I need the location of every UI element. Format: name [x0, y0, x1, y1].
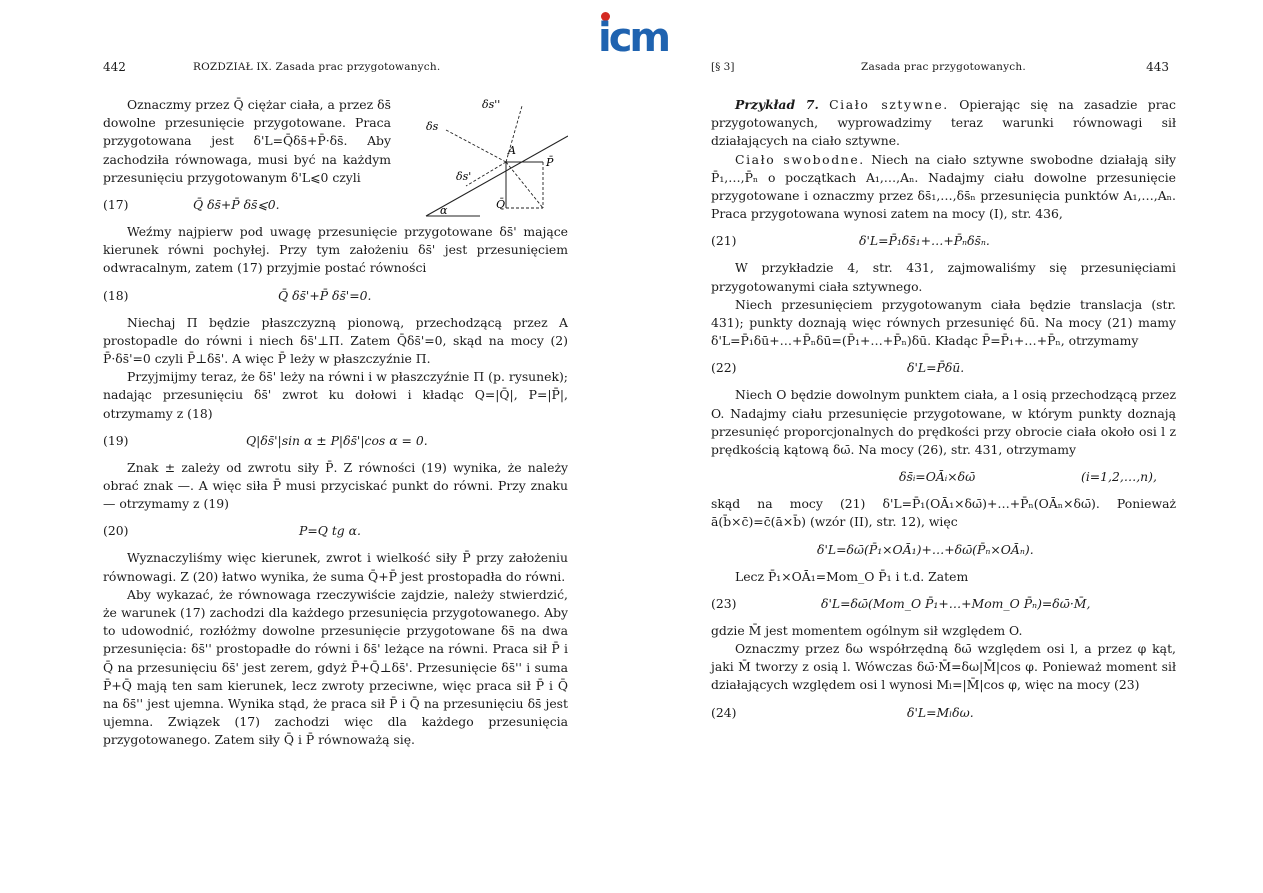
paragraph: Niechaj Π będzie płaszczyzną pionową, przechodzącą przez A prostopadle do równi i niech δs̄'⊥Π. Zatem Q̄δs̄'=0, skąd na mocy (2) P̄·δs̄'=0 czyli P̄⊥δs̄'. A więc P̄ leży w płaszczyźnie Π. — [103, 314, 568, 367]
equation-label: (21) — [711, 233, 737, 249]
equation-range: (i=1,2,…,n), — [1081, 469, 1157, 485]
equation-label: (23) — [711, 595, 737, 611]
example-title: Ciało sztywne. — [829, 97, 949, 112]
equation-21 — [711, 227, 1176, 255]
label-dss: δs'' — [482, 98, 501, 111]
equation-19 — [103, 427, 568, 455]
label-P: P̄ — [546, 156, 554, 169]
paragraph: W przykładzie 4, str. 431, zajmowaliśmy się przesunięciami przygotowanymi ciała sztywnego. — [711, 260, 1176, 294]
equation-formula: δs̄ᵢ=OĀᵢ×δω̄ — [899, 469, 976, 485]
right-page-header — [711, 60, 1179, 80]
equation-label: (24) — [711, 704, 737, 720]
example-label: Przykład 7. — [735, 97, 819, 112]
equation-virtual-work — [711, 536, 1176, 564]
equation-formula: δ'L=Mₗδω. — [907, 704, 974, 720]
page-number: 442 — [103, 60, 126, 74]
equation-formula: Q|δs̄'|sin α ± P|δs̄'|cos α = 0. — [246, 432, 428, 448]
equation-label: (22) — [711, 360, 737, 376]
left-page — [103, 58, 571, 878]
logo-text: icm — [598, 15, 669, 61]
equation-22 — [711, 354, 1176, 382]
equation-23 — [711, 590, 1176, 618]
equation-formula: δ'L=P̄₁δs̄₁+…+P̄ₙδs̄ₙ. — [859, 233, 990, 249]
paragraph: Niech przesunięciem przygotowanym ciała będzie translacja (str. 431); punkty doznają więc równych przesunięć δū. Na mocy (21) mamy δ'L=P̄₁δū+…+P̄ₙδū=(P̄₁+…+P̄ₙ)δū. Kładąc P̄=P̄₁+…+P̄ₙ, otrzymamy — [711, 296, 1176, 349]
free-body-paragraph — [711, 151, 1176, 224]
right-page — [711, 58, 1179, 878]
paragraph: Weźmy najpierw pod uwagę przesunięcie przygotowane δs̄' mające kierunek równi pochyłej. Przy tym założeniu δs̄' jest przesunięciem odwracalnym, zatem (17) przyjmie postać równości — [103, 224, 568, 276]
equation-label: (17) — [103, 197, 129, 213]
label-Q: Q̄ — [496, 198, 506, 211]
equation-18 — [103, 282, 568, 310]
equation-formula: P=Q tg α. — [299, 523, 361, 539]
section-mark: [§ 3] — [711, 61, 735, 73]
equation-formula: Q̄ δs̄'+P̄ δs̄'=0. — [278, 287, 372, 303]
equation-17 — [103, 191, 391, 219]
running-head: ROZDZIAŁ IX. Zasada prac przygotowanych. — [193, 61, 441, 73]
running-head: Zasada prac przygotowanych. — [861, 61, 1026, 73]
left-page-header — [103, 60, 571, 80]
paragraph: Niech O będzie dowolnym punktem ciała, a l osią przechodzącą przez O. Nadajmy ciału przesunięcie przygotowane, w którym punkty doznają przesunięć proporcjonalnych do prędkości przy obrocie ciała około osi l z prędkością kątową δω̄. Na mocy (26), str. 431, otrzymamy — [711, 387, 1176, 458]
equation-rotation — [711, 463, 1176, 491]
paragraph: gdzie M̄ jest momentem ogólnym sił względem O. — [711, 622, 1023, 638]
equation-formula: δ'L=δω̄(Mom_O P̄₁+…+Mom_O P̄ₙ)=δω̄·M̄, — [821, 595, 1091, 611]
equation-20 — [103, 517, 568, 545]
equation-label: (20) — [103, 523, 129, 539]
equation-formula: δ'L=P̄δū. — [907, 360, 965, 376]
inclined-plane-figure — [418, 96, 568, 224]
icm-logo — [598, 12, 676, 61]
equation-label: (19) — [103, 432, 129, 448]
paragraph: Oznaczmy przez Q̄ ciężar ciała, a przez δs̄ dowolne przesunięcie przygotowane. Praca przygotowana jest δ'L=Q̄δs̄+P̄·δs̄. Aby zachodziła równowaga, musi być na każdym przesunięciu przygotowanym δ'L⩽0 czyli — [103, 97, 391, 185]
page-number: 443 — [1146, 60, 1169, 74]
label-ds: δs — [426, 120, 439, 133]
label-alpha: α — [440, 204, 448, 217]
equation-formula: δ'L=δω̄(P̄₁×OĀ₁)+…+δω̄(P̄ₙ×OĀₙ). — [817, 541, 1034, 557]
example-paragraph — [711, 96, 1176, 151]
label-A: A — [508, 144, 516, 157]
label-dsp: δs' — [456, 170, 472, 183]
paragraph: Lecz P̄₁×OĀ₁=Mom_O P̄₁ i t.d. Zatem — [735, 568, 969, 584]
left-page-body — [103, 96, 568, 750]
equation-formula: Q̄ δs̄+P̄ δs̄⩽0. — [193, 197, 280, 213]
free-body-label: Ciało swobodne. — [735, 151, 865, 167]
paragraph: Aby wykazać, że równowaga rzeczywiście zajdzie, należy stwierdzić, że warunek (17) zachodzi dla każdego przesunięcia przygotowanego. Aby to udowodnić, rozłóżmy dowolne przesunięcie przygotowane δs̄ na dwa przesunięcia: δs̄'' prostopadłe do równi i δs̄' leżące na równi. Praca sił P̄ i Q̄ na przesunięciu δs̄' jest zerem, gdyż P̄+Q̄⊥δs̄'. Przesunięcie δs̄'' i suma P̄+Q̄ mają ten sam kierunek, lecz zwroty przeciwne, więc praca sił P̄ i Q̄ na δs̄'' jest ujemna. Wynika stąd, że praca sił P̄ i Q̄ na przesunięciu δs̄ jest ujemna. Związek (17) zachodzi więc dla każdego przesunięcia przygotowanego. Zatem siły Q̄ i P̄ równoważą się. — [103, 586, 568, 748]
paragraph: skąd na mocy (21) δ'L=P̄₁(OĀ₁×δω̄)+…+P̄ₙ(OĀₙ×δω̄). Ponieważ ā(b̄×c̄)=c̄(ā×b̄) (wzór (II), str. 12), więc — [711, 496, 1176, 530]
paragraph: Przyjmijmy teraz, że δs̄' leży na równi i w płaszczyźnie Π (p. rysunek); nadając przesunięciu δs̄' zwrot ku dołowi i kładąc Q=|Q̄|, P=|P̄|, otrzymamy z (18) — [103, 369, 568, 421]
intro-with-figure — [103, 96, 568, 219]
paragraph: Oznaczmy przez δω współrzędną δω̄ względem osi l, a przez φ kąt, jaki M̄ tworzy z osią l. Wówczas δω̄·M̄=δω|M̄|cos φ. Ponieważ moment sił działających względem osi l wynosi Mₗ=|M̄|cos φ, więc na mocy (23) — [711, 641, 1176, 693]
free-body-text: Niech na ciało sztywne swobodne działają siły P̄₁,…,P̄ₙ o początkach A₁,…,Aₙ. Nadajmy ciału dowolne przesunięcie przygotowane i oznaczmy przez δs̄₁,…,δs̄ₙ przesunięcia punktów A₁,…,Aₙ. Praca przygotowana wynosi zatem na mocy (I), str. 436, — [711, 151, 1176, 222]
paragraph: Wyznaczyliśmy więc kierunek, zwrot i wielkość siły P̄ przy założeniu równowagi. Z (20) łatwo wynika, że suma Q̄+P̄ jest prostopadła do równi. — [103, 550, 568, 584]
equation-24 — [711, 699, 1176, 727]
equation-label: (18) — [103, 287, 129, 303]
paragraph: Znak ± zależy od zwrotu siły P̄. Z równości (19) wynika, że należy obrać znak —. A więc siła P̄ musi przyciskać punkt do równi. Przy znaku — otrzymamy z (19) — [103, 459, 568, 512]
right-page-body — [711, 96, 1176, 731]
example-text: Opierając się na zasadzie prac przygotowanych, wyprowadzimy teraz warunki równowagi sił działających na ciało sztywne. — [711, 97, 1176, 149]
